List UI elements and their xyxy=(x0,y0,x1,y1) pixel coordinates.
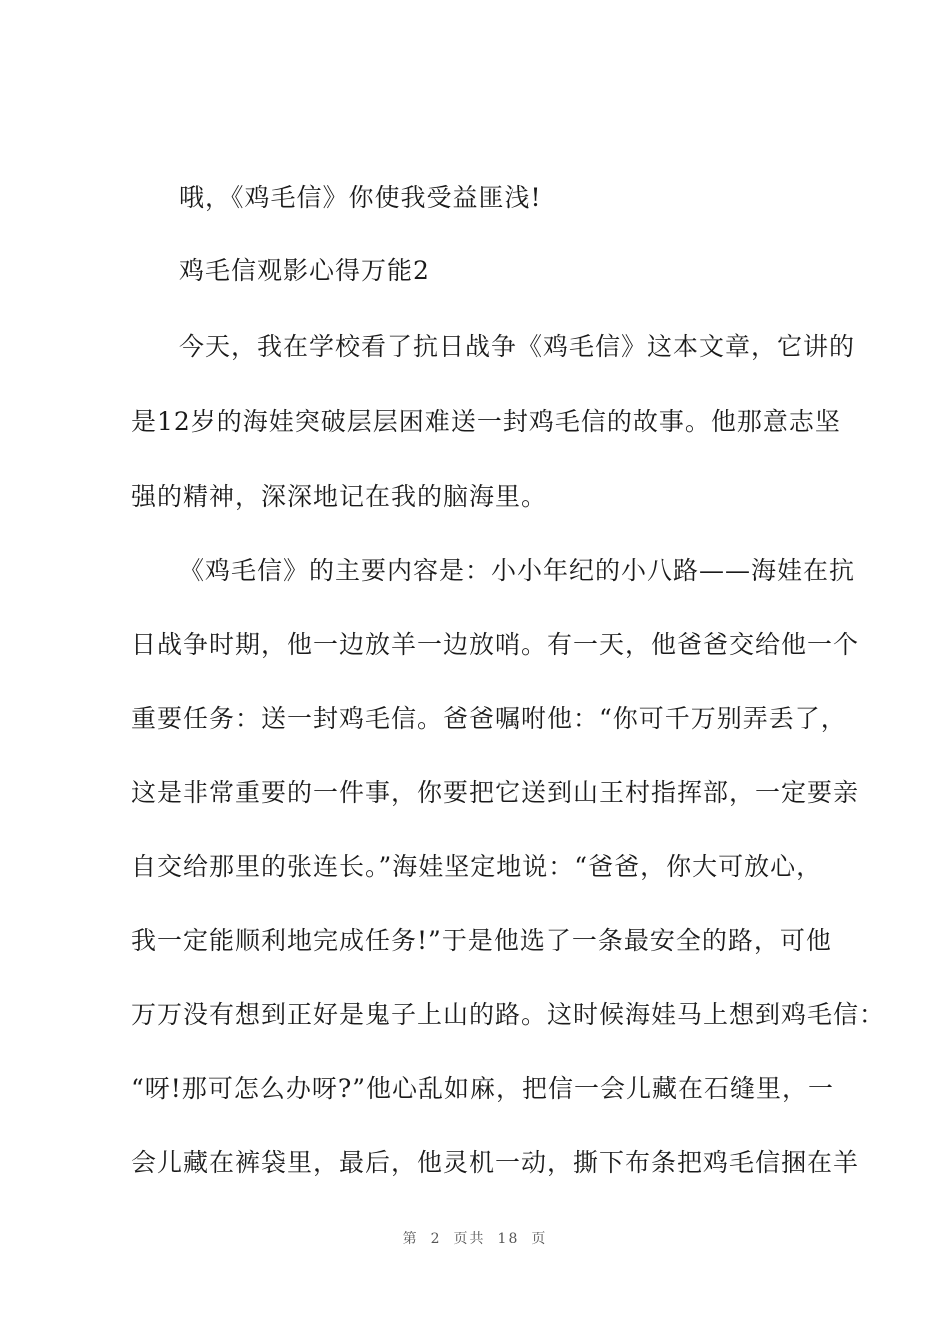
paragraph-line: 会儿藏在裤袋里，最后，他灵机一动，撕下布条把鸡毛信捆在羊 xyxy=(131,1148,860,1177)
paragraph-line: 今天，我在学校看了抗日战争《鸡毛信》这本文章，它讲的 xyxy=(179,332,856,361)
paragraph-line: 我一定能顺利地完成任务!”于是他选了一条最安全的路，可他 xyxy=(131,926,832,955)
paragraph-line: 日战争时期，他一边放羊一边放哨。有一天，他爸爸交给他一个 xyxy=(131,630,860,659)
paragraph-line: 重要任务：送一封鸡毛信。爸爸嘱咐他：“你可千万别弄丢了， xyxy=(131,704,847,733)
page-footer xyxy=(0,1228,950,1248)
paragraph-line: 《鸡毛信》的主要内容是：小小年纪的小八路——海娃在抗 xyxy=(179,556,856,585)
paragraph-line: 万万没有想到正好是鬼子上山的路。这时候海娃马上想到鸡毛信： xyxy=(131,1000,886,1029)
paragraph-line: 是12岁的海娃突破层层困难送一封鸡毛信的故事。他那意志坚 xyxy=(131,407,841,436)
footer-suffix: 页 xyxy=(531,1231,548,1247)
footer-middle: 页共 xyxy=(453,1231,486,1247)
paragraph-line: 自交给那里的张连长。”海娃坚定地说：“爸爸，你大可放心， xyxy=(131,852,823,881)
section-heading: 鸡毛信观影心得万能2 xyxy=(179,256,430,285)
paragraph-line: 哦，《鸡毛信》你使我受益匪浅! xyxy=(179,183,542,212)
paragraph-line: 这是非常重要的一件事，你要把它送到山王村指挥部，一定要亲 xyxy=(131,778,860,807)
paragraph-line: “呀!那可怎么办呀?”他心乱如麻，把信一会儿藏在石缝里，一 xyxy=(131,1074,835,1103)
footer-total-pages: 18 xyxy=(497,1231,520,1247)
paragraph-line: 强的精神，深深地记在我的脑海里。 xyxy=(131,482,548,511)
footer-prefix: 第 xyxy=(402,1231,419,1247)
footer-current-page: 2 xyxy=(430,1231,442,1247)
